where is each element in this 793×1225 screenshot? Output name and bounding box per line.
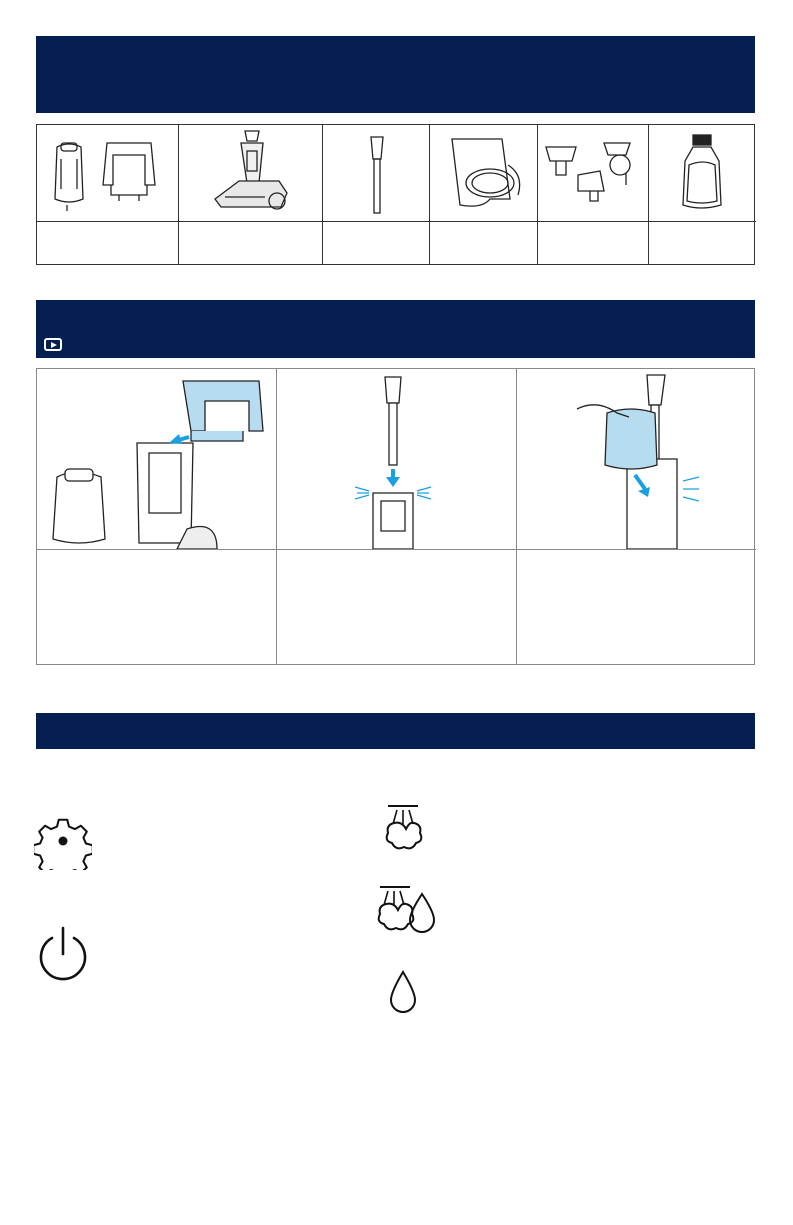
part-tools	[538, 125, 649, 221]
part-handle	[323, 125, 430, 221]
step-2-image	[277, 369, 517, 549]
parts-table	[36, 124, 755, 265]
handle-icon	[323, 125, 430, 221]
gear-icon	[34, 812, 92, 870]
step-2-text	[277, 549, 517, 664]
label-tank	[37, 221, 179, 264]
play-icon[interactable]	[44, 338, 62, 351]
step-3-text	[517, 549, 756, 664]
hose-icon	[430, 125, 538, 221]
insert-handle-icon	[277, 369, 517, 549]
part-tank	[37, 125, 179, 221]
part-formula	[649, 125, 756, 221]
drop-icon	[388, 968, 418, 1016]
tank-icon	[37, 125, 179, 221]
step-1-text	[37, 549, 277, 664]
assembly-header	[36, 300, 755, 358]
spray-drop-icon	[372, 884, 436, 938]
place-tank-icon	[517, 369, 756, 549]
label-upright	[179, 221, 323, 264]
step-1-image	[37, 369, 277, 549]
power-icon	[36, 924, 90, 982]
attach-tank-icon	[37, 369, 277, 549]
spray-icon	[384, 803, 424, 853]
upright-cleaner-icon	[179, 125, 323, 221]
label-handle	[323, 221, 430, 264]
part-hose	[430, 125, 538, 221]
controls-header	[36, 713, 755, 749]
label-hose	[430, 221, 538, 264]
formula-bottle-icon	[649, 125, 756, 221]
assembly-steps	[36, 368, 755, 665]
label-formula	[649, 221, 756, 264]
part-upright	[179, 125, 323, 221]
tools-icon	[538, 125, 649, 221]
box-contents-header	[36, 36, 755, 113]
step-3-image	[517, 369, 756, 549]
label-tools	[538, 221, 649, 264]
